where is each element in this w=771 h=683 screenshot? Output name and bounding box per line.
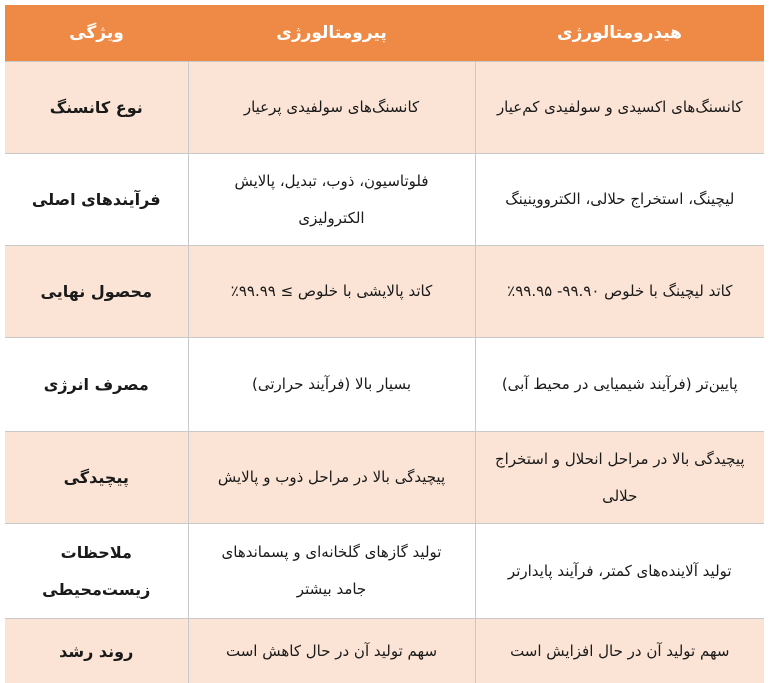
- table-row: [5, 246, 764, 338]
- feature-cell: ملاحظات زیست‌محیطی: [5, 524, 188, 619]
- header-pyrometallurgy: پیرومتالورژی: [188, 5, 475, 62]
- feature-cell: فرآیندهای اصلی: [5, 154, 188, 246]
- hydro-cell: پایین‌تر (فرآیند شیمیایی در محیط آبی): [475, 338, 764, 432]
- header-feature: ویژگی: [5, 5, 188, 62]
- pyro-cell: بسیار بالا (فرآیند حرارتی): [188, 338, 475, 432]
- hydro-cell: کاتد لیچینگ با خلوص ۹۹.۹۰- ۹۹.۹۵٪: [475, 246, 764, 338]
- table-row: [5, 338, 764, 432]
- feature-cell: نوع کانسنگ: [5, 62, 188, 154]
- comparison-table-container: [5, 5, 764, 683]
- table-row: [5, 524, 764, 619]
- pyro-cell: فلوتاسیون، ذوب، تبدیل، پالایش الکترولیزی: [188, 154, 475, 246]
- comparison-table: [5, 5, 764, 683]
- table-row: [5, 619, 764, 683]
- pyro-cell: پیچیدگی بالا در مراحل ذوب و پالایش: [188, 432, 475, 524]
- feature-cell: مصرف انرژی: [5, 338, 188, 432]
- hydro-cell: پیچیدگی بالا در مراحل انحلال و استخراج حلالی: [475, 432, 764, 524]
- feature-cell: روند رشد: [5, 619, 188, 683]
- hydro-cell: سهم تولید آن در حال افزایش است: [475, 619, 764, 683]
- header-row: [5, 5, 764, 62]
- table-row: [5, 62, 764, 154]
- pyro-cell: سهم تولید آن در حال کاهش است: [188, 619, 475, 683]
- header-hydrometallurgy: هیدرومتالورژی: [475, 5, 764, 62]
- pyro-cell: تولید گازهای گلخانه‌ای و پسماندهای جامد بیشتر: [188, 524, 475, 619]
- table-row: [5, 154, 764, 246]
- feature-cell: محصول نهایی: [5, 246, 188, 338]
- hydro-cell: لیچینگ، استخراج حلالی، الکترووینینگ: [475, 154, 764, 246]
- feature-cell: پیچیدگی: [5, 432, 188, 524]
- hydro-cell: کانسنگ‌های اکسیدی و سولفیدی کم‌عیار: [475, 62, 764, 154]
- hydro-cell: تولید آلاینده‌های کمتر، فرآیند پایدارتر: [475, 524, 764, 619]
- pyro-cell: کانسنگ‌های سولفیدی پرعیار: [188, 62, 475, 154]
- pyro-cell: کاتد پالایشی با خلوص ≥ ۹۹.۹۹٪: [188, 246, 475, 338]
- table-row: [5, 432, 764, 524]
